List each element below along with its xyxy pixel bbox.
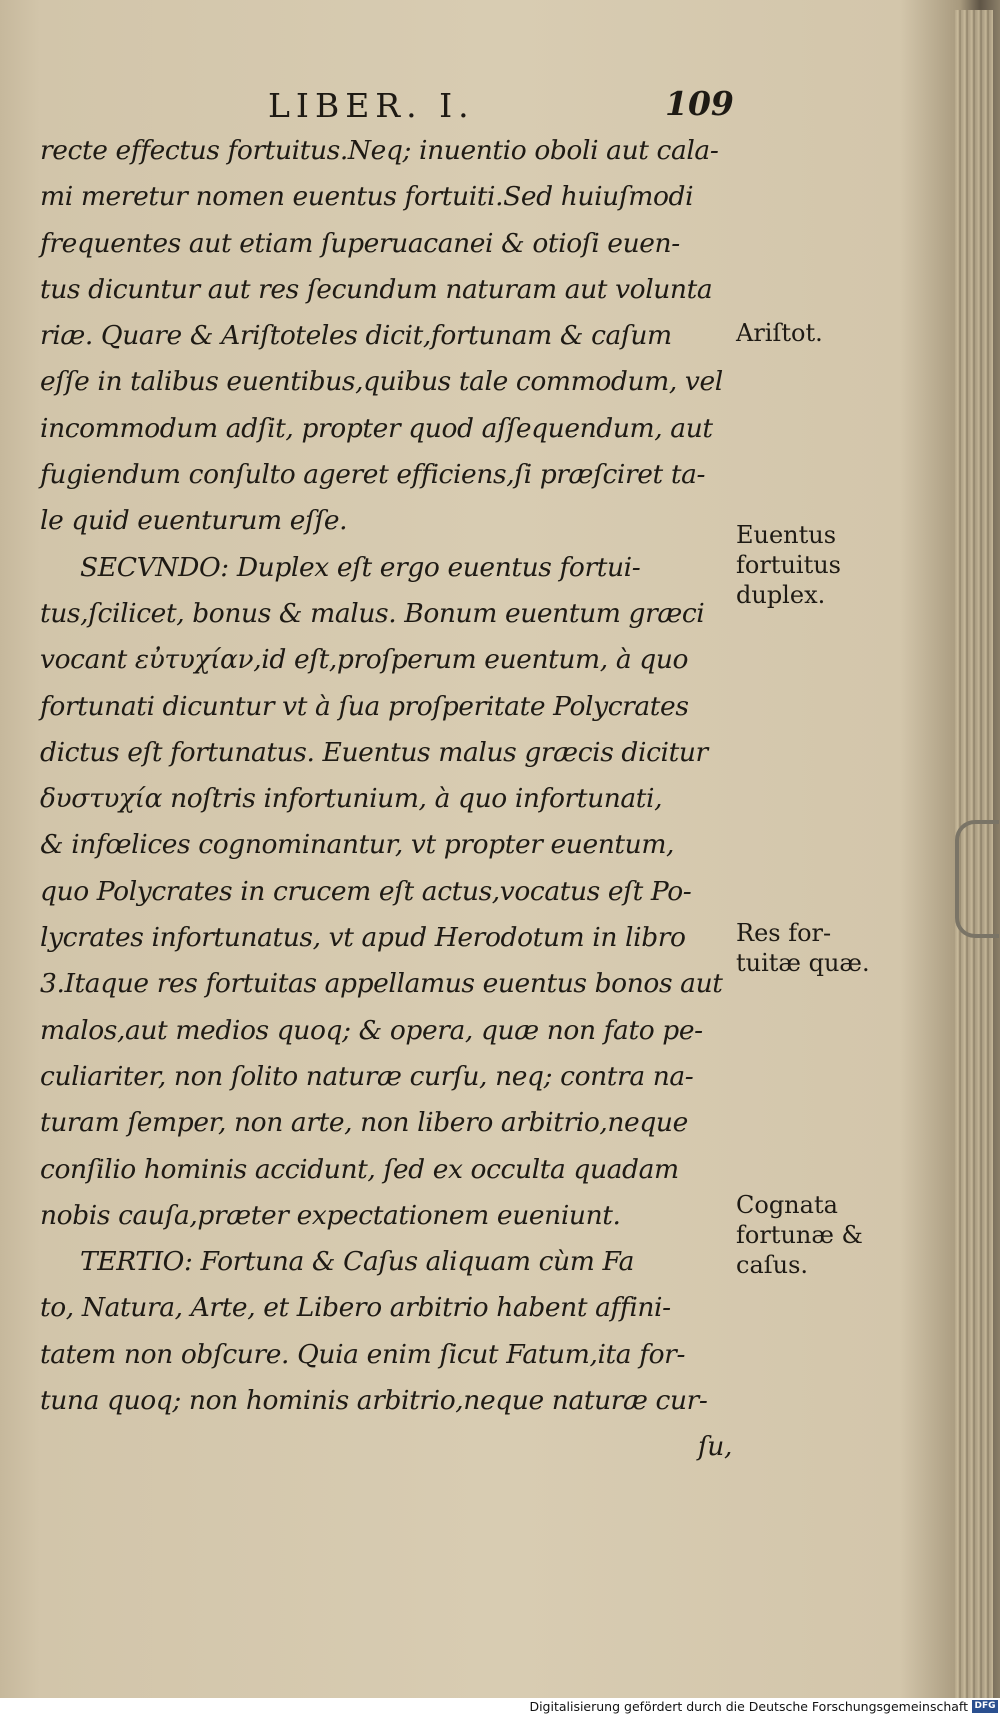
text-line: tus dicuntur aut res ſecundum naturam aut volunta (40, 273, 713, 305)
text-line: quo Polycrates in crucem eſt actus,vocatus eſt Po- (40, 875, 692, 907)
text-line: mi meretur nomen euentus fortuiti.Sed huiuſmodi (40, 181, 694, 213)
text-line: malos,aut medios quoq; & opera, quæ non fato pe- (40, 1014, 703, 1046)
body-text (40, 128, 740, 1471)
catchword: ſu, (697, 1431, 732, 1463)
text-line: to, Natura, Arte, et Libero arbitrio habent affini- (40, 1292, 671, 1324)
margin-note-line: Res for- (736, 919, 832, 947)
text-line: 3.Itaque res fortuitas appellamus euentus bonos aut (40, 968, 723, 1000)
text-line: frequentes aut etiam ſuperuacanei & otioſi euen- (40, 227, 680, 259)
text-line: fugiendum conſulto ageret efficiens,ſi præſciret ta- (40, 459, 706, 491)
text-line: SECVNDO: Duplex eſt ergo euentus fortui- (80, 551, 641, 583)
margin-note-line: fortuitus (736, 551, 841, 579)
text-line: culiariter, non ſolito naturæ curſu, neq; contra na- (40, 1060, 694, 1092)
text-line: tatem non obſcure. Quia enim ſicut Fatum,ita for- (40, 1338, 685, 1370)
margin-note (736, 520, 896, 610)
text-line: TERTIO: Fortuna & Caſus aliquam cùm Fa (80, 1246, 635, 1278)
text-line: nobis cauſa,præter expectationem eueniunt. (40, 1199, 621, 1231)
margin-note (736, 318, 896, 348)
margin-note-line: tuitæ quæ. (736, 949, 870, 977)
text-line: eſſe in talibus euentibus,quibus tale commodum, vel (40, 366, 723, 398)
text-line: dictus eſt fortunatus. Euentus malus græcis dicitur (40, 736, 708, 768)
text-line: fortunati dicuntur vt à ſua proſperitate Polycrates (40, 690, 689, 722)
text-line: riæ. Quare & Ariſtoteles dicit,fortunam & caſum (40, 320, 672, 352)
footer-bar (0, 1698, 1000, 1715)
page-number: 109 (665, 84, 734, 123)
text-line: vocant εὐτυχίαν,id eſt,proſperum euentum, à quo (40, 644, 689, 676)
margin-note-line: Cognata (736, 1191, 838, 1219)
text-line: turam ſemper, non arte, non libero arbitrio,neque (40, 1107, 688, 1139)
text-line: & infœlices cognominantur, vt propter euentum, (40, 829, 675, 861)
running-title: LIBER. I. (268, 86, 475, 125)
text-line: le quid euenturum eſſe. (40, 505, 348, 537)
margin-note (736, 918, 896, 978)
page-header (0, 86, 760, 126)
text-line: recte effectus fortuitus.Neq; inuentio oboli aut cala- (40, 135, 719, 166)
dfg-logo: DFG (972, 1700, 998, 1713)
text-line: conſilio hominis accidunt, ſed ex occulta quadam (40, 1153, 679, 1185)
margin-note-line: fortunæ & (736, 1221, 863, 1249)
margin-note-line: caſus. (736, 1251, 809, 1279)
margin-note (736, 1190, 896, 1280)
margin-note-line: Ariſtot. (736, 319, 823, 347)
text-line: incommodum adſit, propter quod aſſequendum, aut (40, 412, 713, 444)
page-clip (955, 820, 999, 938)
margin-note-line: duplex. (736, 581, 826, 609)
footer-credit: Digitalisierung gefördert durch die Deutsche Forschungsgemeinschaft (529, 1699, 968, 1714)
text-line: tuna quoq; non hominis arbitrio,neque naturæ cur- (40, 1385, 708, 1417)
text-line: δυστυχία noſtris infortunium, à quo infortunati, (40, 783, 663, 815)
margin-note-line: Euentus (736, 521, 837, 549)
text-line: lycrates infortunatus, vt apud Herodotum in libro (40, 922, 686, 954)
text-line: tus,ſcilicet, bonus & malus. Bonum euentum græci (40, 597, 705, 629)
